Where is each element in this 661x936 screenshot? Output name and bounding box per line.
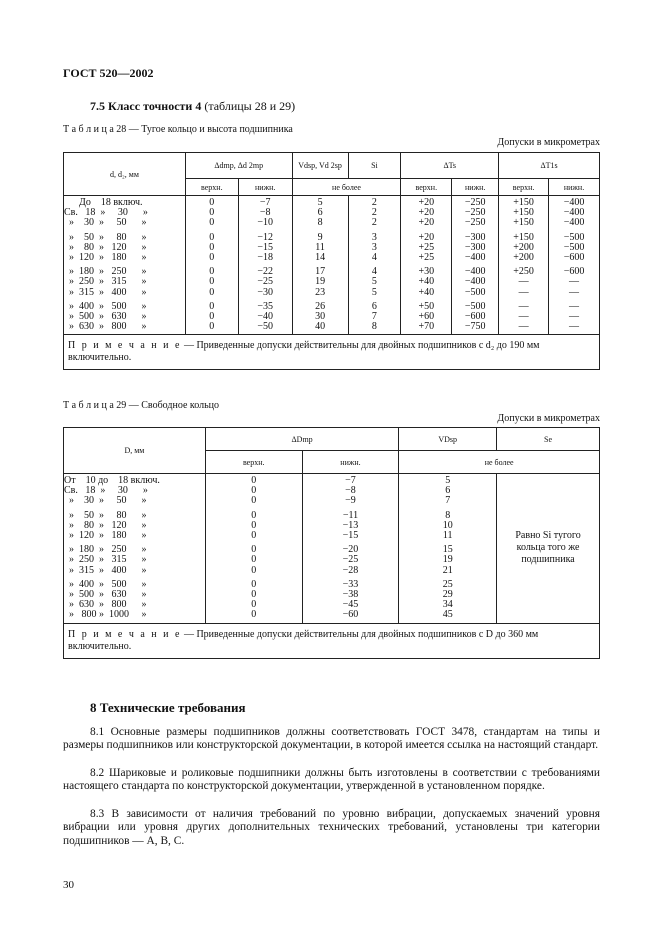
t29-col-delta: ΔDmp (205, 428, 399, 451)
t28-t1-upper: верхн. (499, 179, 549, 196)
table28-units: Допуски в микрометрах (497, 137, 600, 148)
table28 (63, 152, 600, 370)
t29-size: » 180 » 250 » » 250 » 315 » » 315 » 400 » (64, 543, 206, 578)
t28-v: 5 6 8 (292, 196, 348, 231)
t29-size: » 50 » 80 » » 80 » 120 » » 120 » 180 » (64, 509, 206, 544)
t28-v: 9 11 14 (292, 231, 348, 266)
t29-note (64, 623, 600, 658)
t28-upper: верхн. (185, 179, 238, 196)
t28-si: 6 7 8 (348, 300, 401, 335)
t29-data (64, 474, 600, 624)
t29-col-v: VDsp (399, 428, 497, 451)
t28-d-upper: 0 0 0 (185, 300, 238, 335)
t29-upper-val: 0 0 0 (205, 543, 302, 578)
section-number: 7.5 (90, 99, 105, 113)
t28-col-si: Si (348, 153, 401, 179)
t29-v: 25 29 34 45 (399, 578, 497, 623)
t28-t-upper: верхн. (401, 179, 452, 196)
paragraph-8-1: 8.1 Основные размеры подшипников должны соответствовать ГОСТ 3478, стандартам на типы и размеры подшипников или конструкторской документации, в которой имеется ссылка на настоящий стандарт. (63, 726, 600, 752)
page-number: 30 (63, 879, 74, 891)
t28-t-lower: −300 −300 −400 (452, 231, 499, 266)
t28-size: » 180 » 250 » » 250 » 315 » » 315 » 400 » (64, 265, 186, 300)
t28-col-delta-t1: ΔT1s (499, 153, 600, 179)
document-header: ГОСТ 520—2002 (63, 66, 154, 80)
t29-se-cell: Равно Si тугого кольца того же подшипника (497, 474, 600, 624)
t28-t1-upper: +150 +150 +150 (499, 196, 549, 231)
paragraph-8-2: 8.2 Шариковые и роликовые подшипники должны быть изготовлены в соответствии с требованиями настоящего стандарта по конструкторской документации, утвержденной в установленном порядке. (63, 767, 600, 793)
t28-no-more: не более (292, 179, 401, 196)
table29-units: Допуски в микрометрах (497, 413, 600, 424)
t28-d-lower: −7 −8 −10 (238, 196, 292, 231)
t29-upper-val: 0 0 0 0 (205, 578, 302, 623)
t28-note-label: П р и м е ч а н и е (68, 340, 182, 352)
t29-no-more: не более (399, 451, 600, 474)
t29-upper-val: 0 0 0 (205, 474, 302, 509)
t29-lower-val: −7 −8 −9 (302, 474, 399, 509)
t28-t-lower: −250 −250 −250 (452, 196, 499, 231)
t29-v: 5 6 7 (399, 474, 497, 509)
t28-note (64, 335, 600, 370)
t28-col-v: Vdsp, Vd 2sp (292, 153, 348, 179)
t28-d-lower: −35 −40 −50 (238, 300, 292, 335)
t28-si: 3 3 4 (348, 231, 401, 266)
t28-t-upper: +30 +40 +40 (401, 265, 452, 300)
table28-caption: Т а б л и ц а 28 — Тугое кольцо и высота подшипника (63, 124, 293, 135)
t29-lower-val: −11 −13 −15 (302, 509, 399, 544)
t28-t1-lower: −500 −500 −600 (549, 231, 600, 266)
t28-t1-upper: +250 — — (499, 265, 549, 300)
t28-t-upper: +20 +20 +20 (401, 196, 452, 231)
t28-t1-lower: — — — (549, 300, 600, 335)
t28-data (64, 196, 600, 335)
t28-si: 2 2 2 (348, 196, 401, 231)
section-title: Класс точности 4 (108, 99, 202, 113)
t28-t1-lower: −600 — — (549, 265, 600, 300)
t28-col-delta-t: ΔTs (401, 153, 499, 179)
t29-size: От 10 до 18 включ. Св. 18 » 30 » » 30 » 50 » (64, 474, 206, 509)
t28-t-upper: +50 +60 +70 (401, 300, 452, 335)
t29-v: 8 10 11 (399, 509, 497, 544)
t28-t-lower: −400 −400 −500 (452, 265, 499, 300)
t28-col-delta-d: Δdmp, Δd 2mp (185, 153, 292, 179)
t28-size: » 50 » 80 » » 80 » 120 » » 120 » 180 » (64, 231, 186, 266)
t28-t1-lower: нижн. (549, 179, 600, 196)
t29-v: 15 19 21 (399, 543, 497, 578)
t28-d-lower: −12 −15 −18 (238, 231, 292, 266)
t29-col-se: Se (497, 428, 600, 451)
t28-d-lower: −22 −25 −30 (238, 265, 292, 300)
t28-v: 26 30 40 (292, 300, 348, 335)
t28-row-group (64, 231, 600, 266)
section-ref: (таблицы 28 и 29) (204, 99, 296, 113)
t28-t1-lower: −400 −400 −400 (549, 196, 600, 231)
t29-lower-val: −20 −25 −28 (302, 543, 399, 578)
t28-col-d: d, d₂, мм (64, 153, 186, 196)
t29-upper: верхн. (205, 451, 302, 474)
t28-d-upper: 0 0 0 (185, 196, 238, 231)
section8-title: 8 Технические требования (90, 700, 246, 715)
t28-size: До 18 включ. Св. 18 » 30 » » 30 » 50 » (64, 196, 186, 231)
t29-lower-val: −33 −38 −45 −60 (302, 578, 399, 623)
t28-row-group (64, 265, 600, 300)
t28-t-upper: +20 +25 +25 (401, 231, 452, 266)
t28-d-upper: 0 0 0 (185, 231, 238, 266)
t28-t1-upper: — — — (499, 300, 549, 335)
section-heading (90, 99, 295, 114)
t28-row-group (64, 196, 600, 231)
t29-upper-val: 0 0 0 (205, 509, 302, 544)
t28-t-lower: нижн. (452, 179, 499, 196)
table29 (63, 427, 600, 659)
t29-note-text: — Приведенные допуски действительны для двойных подшипников с D до 360 мм включительно. (68, 628, 539, 652)
t29-lower: нижн. (302, 451, 399, 474)
t29-row-group (64, 474, 600, 509)
t28-size: » 400 » 500 » » 500 » 630 » » 630 » 800 » (64, 300, 186, 335)
t28-lower: нижн. (238, 179, 292, 196)
t29-size: » 400 » 500 » » 500 » 630 » » 630 » 800 » » 800 » 1000 » (64, 578, 206, 623)
t28-t-lower: −500 −600 −750 (452, 300, 499, 335)
t28-row-group (64, 300, 600, 335)
table29-caption: Т а б л и ц а 29 — Свободное кольцо (63, 400, 220, 411)
t28-si: 4 5 5 (348, 265, 401, 300)
t28-d-upper: 0 0 0 (185, 265, 238, 300)
t28-v: 17 19 23 (292, 265, 348, 300)
paragraph-8-3: 8.3 В зависимости от наличия требований по уровню вибрации, допускаемых значений уровня вибрации или уровня других дополнительных технических требований, установлены три категории подшипников — А, В, С. (63, 808, 600, 847)
t28-t1-upper: +150 +200 +200 (499, 231, 549, 266)
t28-note-text: — Приведенные допуски действительны для двойных подшипников с d₂ до 190 мм включительно. (68, 340, 540, 364)
t29-note-label: П р и м е ч а н и е (68, 628, 182, 640)
t29-col-d: D, мм (64, 428, 206, 474)
